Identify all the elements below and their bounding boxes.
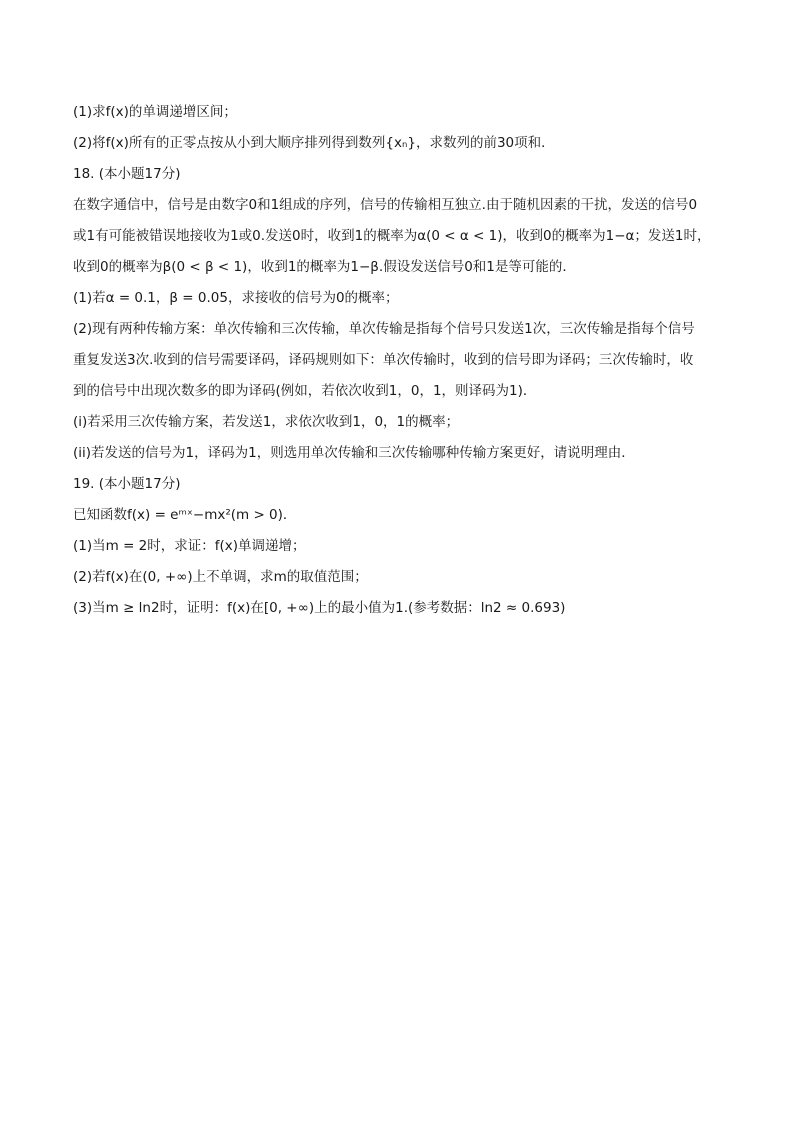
q17-part2: (2)将f(x)所有的正零点按从小到大顺序排列得到数列{xₙ}，求数列的前30项和． [73, 135, 555, 151]
q18-part2-line-3: 到的信号中出现次数多的即为译码(例如，若依次收到1，0，1，则译码为1)． [73, 383, 537, 399]
q19-heading: 19. (本小题17分) [73, 476, 181, 492]
q18-stem-line-3: 收到0的概率为β(0 < β < 1)，收到1的概率为1−β.假设发送信号0和1是等可能的． [73, 259, 576, 275]
q18-heading: 18. (本小题17分) [73, 166, 181, 182]
q19-part1: (1)当m = 2时，求证：f(x)单调递增； [73, 538, 306, 554]
q18-stem-line-2: 或1有可能被错误地接收为1或0.发送0时，收到1的概率为α(0 < α < 1)，收到0的概率为1−α；发送1时， [73, 228, 711, 244]
q18-part1: (1)若α = 0.1，β = 0.05，求接收的信号为0的概率； [73, 290, 399, 306]
q18-stem-line-1: 在数字通信中，信号是由数字0和1组成的序列，信号的传输相互独立.由于随机因素的干扰，发送的信号0 [73, 197, 698, 213]
q19-part3: (3)当m ≥ ln2时，证明：f(x)在[0, +∞)上的最小值为1.(参考数据：ln2 ≈ 0.693) [73, 600, 566, 616]
q19-stem: 已知函数f(x) = eᵐˣ−mx²(m > 0)． [73, 507, 297, 523]
q19-part2: (2)若f(x)在(0, +∞)上不单调，求m的取值范围； [73, 569, 368, 585]
q18-part2-i: (i)若采用三次传输方案，若发送1，求依次收到1，0，1的概率； [73, 414, 460, 430]
q18-part2-line-2: 重复发送3次.收到的信号需要译码，译码规则如下：单次传输时，收到的信号即为译码；三次传输时，收 [73, 352, 694, 368]
q18-part2-ii: (ii)若发送的信号为1，译码为1，则选用单次传输和三次传输哪种传输方案更好，请说明理由． [73, 445, 635, 461]
q18-part2-line-1: (2)现有两种传输方案：单次传输和三次传输，单次传输是指每个信号只发送1次，三次传输是指每个信号 [73, 321, 695, 337]
q17-part1: (1)求f(x)的单调递增区间； [73, 104, 237, 120]
